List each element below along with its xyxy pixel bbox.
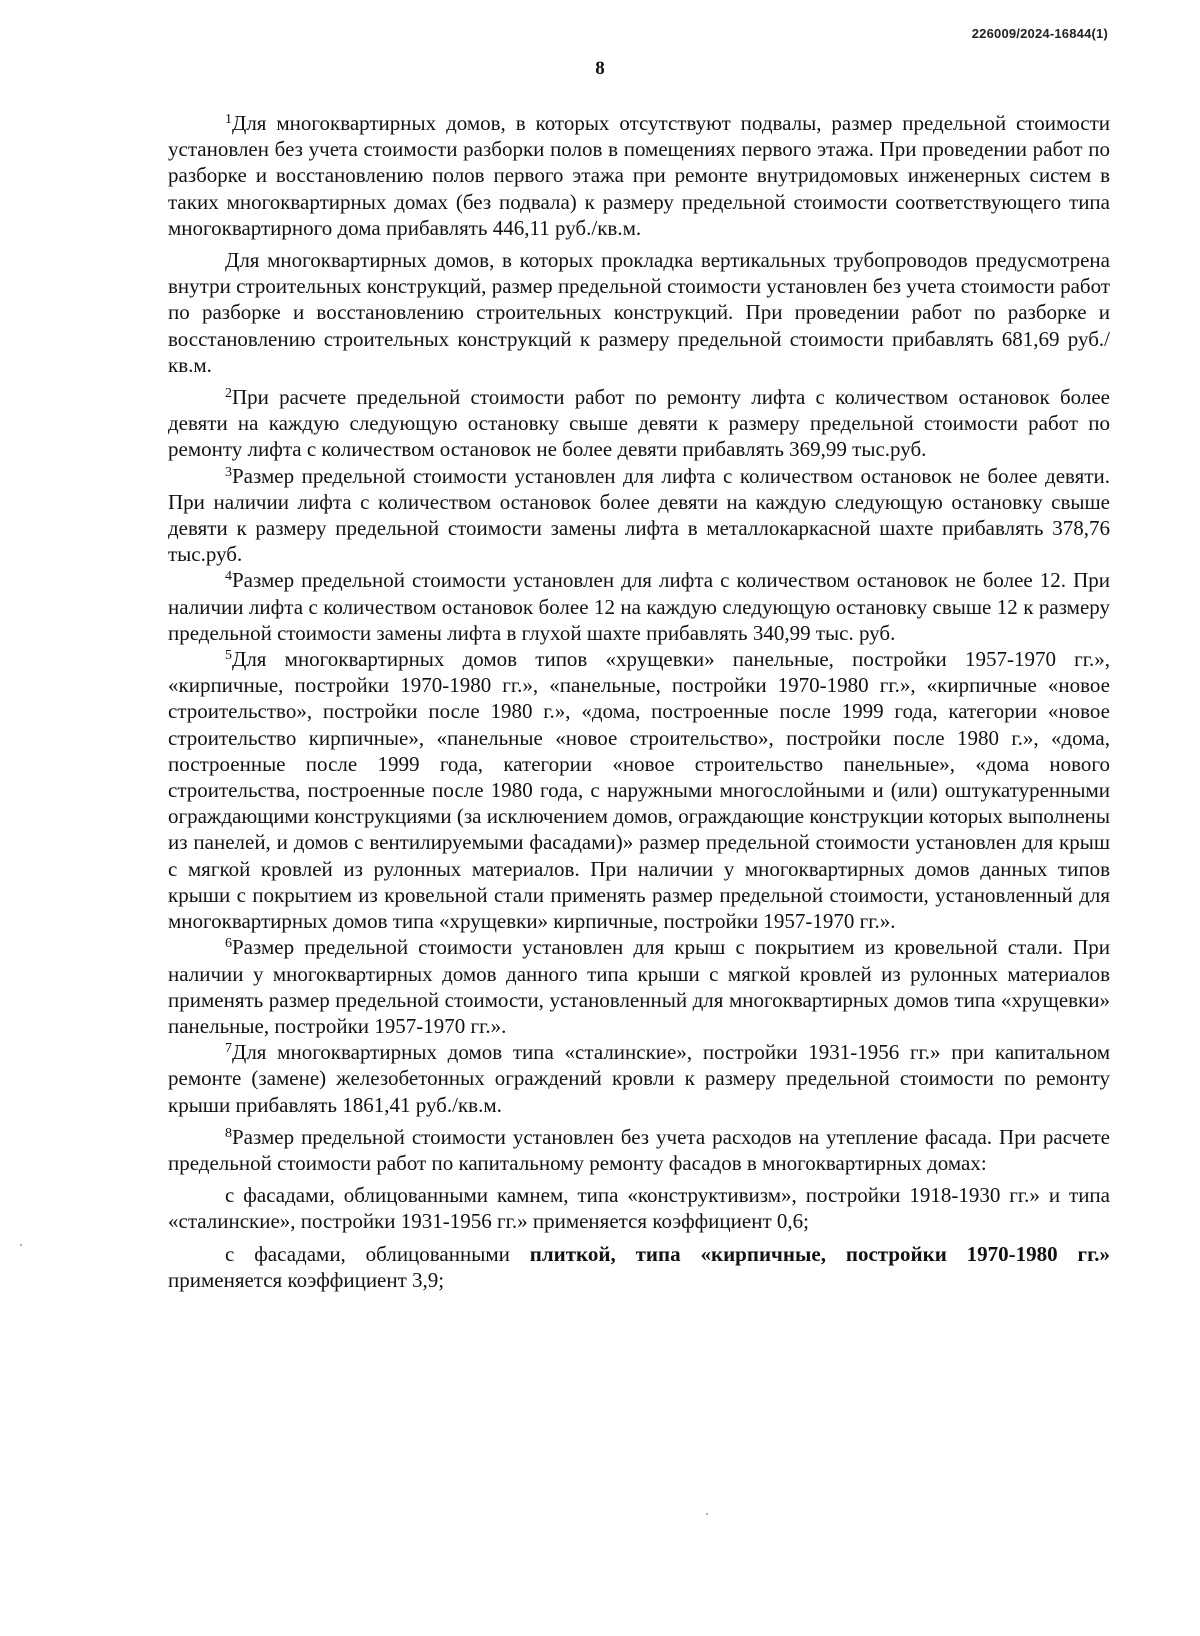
footnote-marker: 8 bbox=[225, 1125, 232, 1141]
page-number: 8 bbox=[595, 58, 605, 79]
footnote-marker: 5 bbox=[225, 648, 232, 664]
footnote-text: Для многоквартирных домов типов «хрущевки» панельные, постройки 1957-1970 гг.», «кирпичные, постройки 1970-1980 гг.», «панельные, постройки 1970-1980 гг.», «кирпичные «новое строительство», постройки после 1980 г.», «дома, построенные после 1999 года, категории «новое строительство кирпичные», «панельные «новое строительство», постройки после 1980 г.», «дома, построенные после 1999 года, категории «новое строительство панельные», «дома нового строительства, построенные после 1980 года, с наружными многослойными и (или) оштукатуренными ограждающими конструкциями (за исключением домов, ограждающие конструкции которых выполнены из панелей, и домов с вентилируемыми фасадами)» размер предельной стоимости установлен для крыш с мягкой кровлей из рулонных материалов. При наличии у многоквартирных домов данных типов крыши с покрытием из кровельной стали применять размер предельной стоимости, установленный для многоквартирных домов типа «хрущевки» кирпичные, постройки 1957-1970 гг.». bbox=[168, 647, 1110, 934]
footnote-3 bbox=[168, 463, 1110, 568]
footnote-1-continued bbox=[168, 247, 1110, 378]
scan-speck bbox=[706, 1513, 708, 1515]
document-id: 226009/2024-16844(1) bbox=[971, 26, 1108, 41]
scan-speck bbox=[20, 1244, 22, 1246]
footnote-text: Размер предельной стоимости установлен без учета расходов на утепление фасада. При расчете предельной стоимости работ по капитальному ремонту фасадов в многоквартирных домах: bbox=[168, 1124, 1110, 1175]
footnote-text: Для многоквартирных домов, в которых прокладка вертикальных трубопроводов предусмотрена внутри строительных конструкций, размер предельной стоимости установлен без учета стоимости работ по разборке и восстановлению строительных конструкций. При проведении работ по разборке и восстановлению строительных конструкций к размеру предельной стоимости прибавлять 681,69 руб./кв.м. bbox=[168, 248, 1110, 377]
footnote-1 bbox=[168, 110, 1110, 241]
footnote-4 bbox=[168, 567, 1110, 646]
footnote-text: с фасадами, облицованными камнем, типа «конструктивизм», постройки 1918-1930 гг.» и типа «сталинские», постройки 1931-1956 гг.» применяется коэффициент 0,6; bbox=[168, 1183, 1110, 1234]
footnote-text: Размер предельной стоимости установлен для лифта с количеством остановок не более девяти. При наличии лифта с количеством остановок более девяти на каждую следующую остановку свыше девяти к размеру предельной стоимости замены лифта в металлокаркасной шахте прибавлять 378,76 тыс.руб. bbox=[168, 463, 1110, 567]
footnote-text: Размер предельной стоимости установлен для крыш с покрытием из кровельной стали. При наличии у многоквартирных домов данного типа крыши с мягкой кровлей из рулонных материалов применять размер предельной стоимости, установленный для многоквартирных домов типа «хрущевки» панельные, постройки 1957-1970 гг.». bbox=[168, 935, 1110, 1038]
footnote-text-plain: с фасадами, облицованными bbox=[225, 1241, 530, 1266]
footnote-6 bbox=[168, 934, 1110, 1039]
footnote-marker: 4 bbox=[225, 569, 232, 585]
footnote-marker: 2 bbox=[225, 386, 232, 402]
footnote-text: Для многоквартирных домов, в которых отсутствуют подвалы, размер предельной стоимости установлен без учета стоимости разборки полов в помещениях первого этажа. При проведении работ по разборке и восстановлению полов первого этажа при ремонте внутридомовых инженерных систем в таких многоквартирных домах (без подвала) к размеру предельной стоимости соответствующего типа многоквартирного дома прибавлять 446,11 руб./кв.м. bbox=[168, 111, 1110, 240]
footnote-text-bold: плиткой, типа «кирпичные, постройки 1970-1980 гг.» bbox=[529, 1241, 1111, 1266]
footnote-text-tail: применяется коэффициент 3,9; bbox=[168, 1267, 445, 1292]
footnote-marker: 1 bbox=[225, 112, 232, 127]
footnote-7 bbox=[168, 1039, 1110, 1118]
footnote-marker: 3 bbox=[225, 464, 232, 480]
footnote-marker: 7 bbox=[225, 1041, 232, 1057]
footnote-2 bbox=[168, 384, 1110, 463]
footnote-text: При расчете предельной стоимости работ по ремонту лифта с количеством остановок более девяти на каждую следующую остановку свыше девяти к размеру предельной стоимости работ по ремонту лифта с количеством остановок не более девяти прибавлять 369,99 тыс.руб. bbox=[168, 385, 1110, 462]
footnote-5 bbox=[168, 646, 1110, 934]
footnote-marker: 6 bbox=[225, 936, 232, 952]
footnote-8-item-stone bbox=[168, 1182, 1110, 1234]
footnotes-body bbox=[168, 110, 1110, 1299]
footnote-8 bbox=[168, 1124, 1110, 1176]
footnote-text: Размер предельной стоимости установлен для лифта с количеством остановок не более 12. При наличии лифта с количеством остановок более 12 на каждую следующую остановку свыше 12 к размеру предельной стоимости замены лифта в глухой шахте прибавлять 340,99 тыс. руб. bbox=[168, 568, 1110, 645]
footnote-8-item-tile bbox=[168, 1241, 1110, 1293]
footnote-text: Для многоквартирных домов типа «сталинские», постройки 1931-1956 гг.» при капитальном ремонте (замене) железобетонных ограждений кровли к размеру предельной стоимости по ремонту крыши прибавлять 1861,41 руб./кв.м. bbox=[168, 1040, 1110, 1117]
